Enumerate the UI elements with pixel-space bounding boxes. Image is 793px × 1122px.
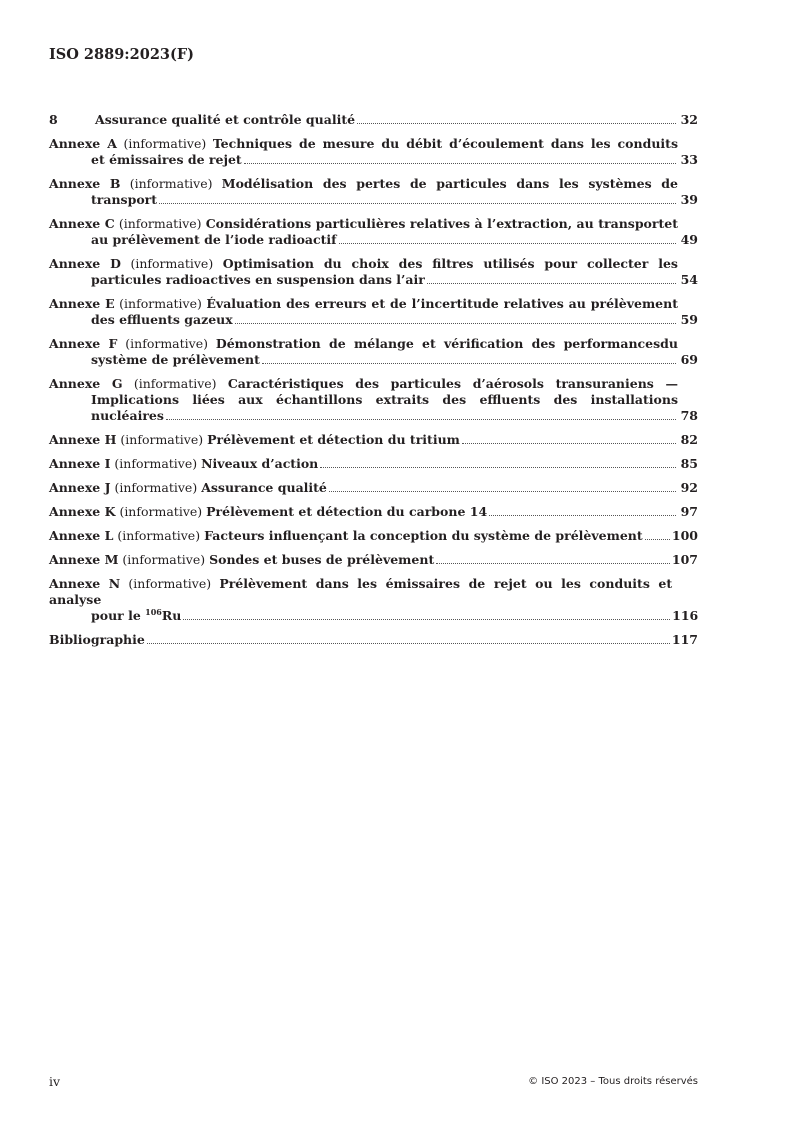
toc-annex-title: Sondes et buses de prélèvement — [209, 552, 435, 567]
toc-page-number: 54 — [680, 272, 698, 287]
toc-annex-title: Assurance qualité — [201, 480, 327, 495]
toc-annex-title: Démonstration de mélange et vérification des performancesdu — [215, 336, 678, 351]
toc-page-number: 92 — [680, 480, 698, 495]
page-number-footer: iv — [49, 1074, 61, 1089]
toc-annex-title-cont: des effluents gazeux — [91, 312, 233, 327]
toc-annex-title: Caractéristiques des particules d’aérosols transuraniens — — [227, 376, 678, 391]
toc-page-number: 78 — [680, 408, 698, 423]
toc-annex-type: (informative) — [119, 296, 202, 311]
document-id-header: ISO 2889:2023(F) — [49, 46, 195, 63]
toc-annex-label: Annexe M — [49, 552, 119, 567]
toc-leader — [329, 491, 676, 492]
toc-annex-label: Annexe H — [49, 432, 117, 447]
toc-annex-title-cont: et émissaires de rejet — [91, 152, 242, 167]
toc-annex-label: Annexe D — [49, 256, 121, 271]
toc-annex-title: Modélisation des pertes de particules dans les systèmes de — [221, 176, 678, 191]
table-of-contents — [49, 112, 698, 656]
toc-leader — [147, 643, 670, 644]
toc-annex-label: Annexe N — [49, 576, 121, 591]
toc-annex-title-cont: système de prélèvement — [91, 352, 260, 367]
toc-page-number: 85 — [680, 456, 698, 471]
toc-annex-type: (informative) — [122, 552, 206, 567]
toc-page-number: 97 — [680, 504, 698, 519]
toc-entry-annex-e[interactable] — [49, 296, 698, 328]
toc-entry-annex-b[interactable] — [49, 176, 698, 208]
toc-entry-annex-g[interactable] — [49, 376, 698, 424]
toc-clause-title: Assurance qualité et contrôle qualité — [95, 112, 356, 127]
toc-entry-annex-d[interactable] — [49, 256, 698, 288]
toc-leader — [166, 419, 676, 420]
toc-annex-type: (informative) — [130, 256, 214, 271]
toc-annex-title: Évaluation des erreurs et de l’incertitude relatives au prélèvement — [206, 296, 678, 311]
toc-annex-label: Annexe G — [49, 376, 123, 391]
toc-annex-title-cont: particules radioactives en suspension dans l’air — [91, 272, 425, 287]
toc-annex-label: Annexe L — [49, 528, 114, 543]
toc-annex-type: (informative) — [120, 432, 204, 447]
toc-annex-label: Annexe A — [49, 136, 117, 151]
toc-page-number: 69 — [680, 352, 698, 367]
toc-annex-title-cont: nucléaires — [91, 408, 164, 423]
toc-annex-type: (informative) — [129, 176, 213, 191]
toc-annex-type: (informative) — [117, 528, 201, 543]
isotope-mass-number: 106 — [145, 607, 162, 617]
toc-entry-annex-h[interactable] — [49, 432, 698, 448]
toc-leader — [339, 243, 676, 244]
toc-leader — [645, 539, 670, 540]
toc-leader — [159, 203, 676, 204]
toc-annex-type: (informative) — [128, 576, 212, 591]
toc-annex-title: Prélèvement dans les émissaires de rejet ou les conduits et analyse — [49, 576, 673, 607]
toc-annex-type: (informative) — [123, 136, 207, 151]
toc-annex-type: (informative) — [114, 480, 198, 495]
toc-entry-annex-m[interactable] — [49, 552, 698, 568]
toc-entry-annex-c[interactable] — [49, 216, 698, 248]
toc-annex-type: (informative) — [114, 456, 198, 471]
toc-entry-annex-f[interactable] — [49, 336, 698, 368]
toc-page-number: 49 — [680, 232, 698, 247]
toc-annex-title-cont: transport — [91, 192, 158, 207]
toc-leader — [436, 563, 670, 564]
toc-entry-annex-a[interactable] — [49, 136, 698, 168]
toc-annex-label: Annexe I — [49, 456, 111, 471]
toc-annex-title: Considérations particulières relatives à l’extraction, au transportet — [205, 216, 678, 231]
toc-leader — [357, 123, 676, 124]
toc-annex-type: (informative) — [133, 376, 217, 391]
isotope-symbol: Ru — [161, 608, 182, 623]
copyright-footer: © ISO 2023 – Tous droits réservés — [528, 1076, 698, 1087]
toc-clause-number: 8 — [49, 112, 58, 127]
toc-leader — [262, 363, 676, 364]
toc-entry-annex-i[interactable] — [49, 456, 698, 472]
toc-bibliography-title: Bibliographie — [49, 632, 145, 647]
toc-entry-clause-8[interactable] — [49, 112, 698, 128]
toc-leader — [320, 467, 676, 468]
toc-annex-label: Annexe F — [49, 336, 118, 351]
toc-annex-title: Niveaux d’action — [201, 456, 319, 471]
toc-annex-type: (informative) — [118, 216, 202, 231]
toc-leader — [462, 443, 676, 444]
toc-page-number: 116 — [672, 608, 699, 623]
toc-annex-type: (informative) — [125, 336, 208, 351]
toc-page-number: 33 — [680, 152, 698, 167]
toc-leader — [244, 163, 676, 164]
toc-page-number: 39 — [680, 192, 698, 207]
toc-annex-title: Prélèvement et détection du tritium — [207, 432, 460, 447]
toc-annex-label: Annexe K — [49, 504, 116, 519]
toc-annex-label: Annexe C — [49, 216, 115, 231]
toc-page-number: 82 — [680, 432, 698, 447]
toc-annex-type: (informative) — [119, 504, 203, 519]
toc-leader — [489, 515, 676, 516]
toc-page-number: 59 — [680, 312, 698, 327]
toc-entry-annex-l[interactable] — [49, 528, 698, 544]
toc-annex-label: Annexe E — [49, 296, 115, 311]
toc-leader — [235, 323, 676, 324]
toc-leader — [183, 619, 670, 620]
toc-annex-title-cont: pour le — [91, 608, 141, 623]
toc-entry-bibliography[interactable] — [49, 632, 698, 648]
toc-entry-annex-j[interactable] — [49, 480, 698, 496]
toc-page-number: 117 — [671, 632, 698, 647]
toc-page-number: 107 — [671, 552, 698, 567]
toc-leader — [427, 283, 676, 284]
toc-annex-title: Optimisation du choix des filtres utilisés pour collecter les — [222, 256, 678, 271]
toc-annex-title: Techniques de mesure du débit d’écoulement dans les conduits — [212, 136, 678, 151]
toc-annex-label: Annexe J — [49, 480, 111, 495]
toc-annex-title-cont: Implications liées aux échantillons extraits des effluents des installations — [91, 392, 678, 407]
toc-annex-label: Annexe B — [49, 176, 121, 191]
toc-annex-title: Facteurs influençant la conception du système de prélèvement — [204, 528, 643, 543]
toc-entry-annex-k[interactable] — [49, 504, 698, 520]
toc-page-number: 32 — [680, 112, 698, 127]
toc-annex-title-cont: au prélèvement de l’iode radioactif — [91, 232, 337, 247]
toc-entry-annex-n[interactable] — [49, 576, 698, 624]
toc-page-number: 100 — [671, 528, 698, 543]
toc-annex-title: Prélèvement et détection du carbone 14 — [206, 504, 488, 519]
